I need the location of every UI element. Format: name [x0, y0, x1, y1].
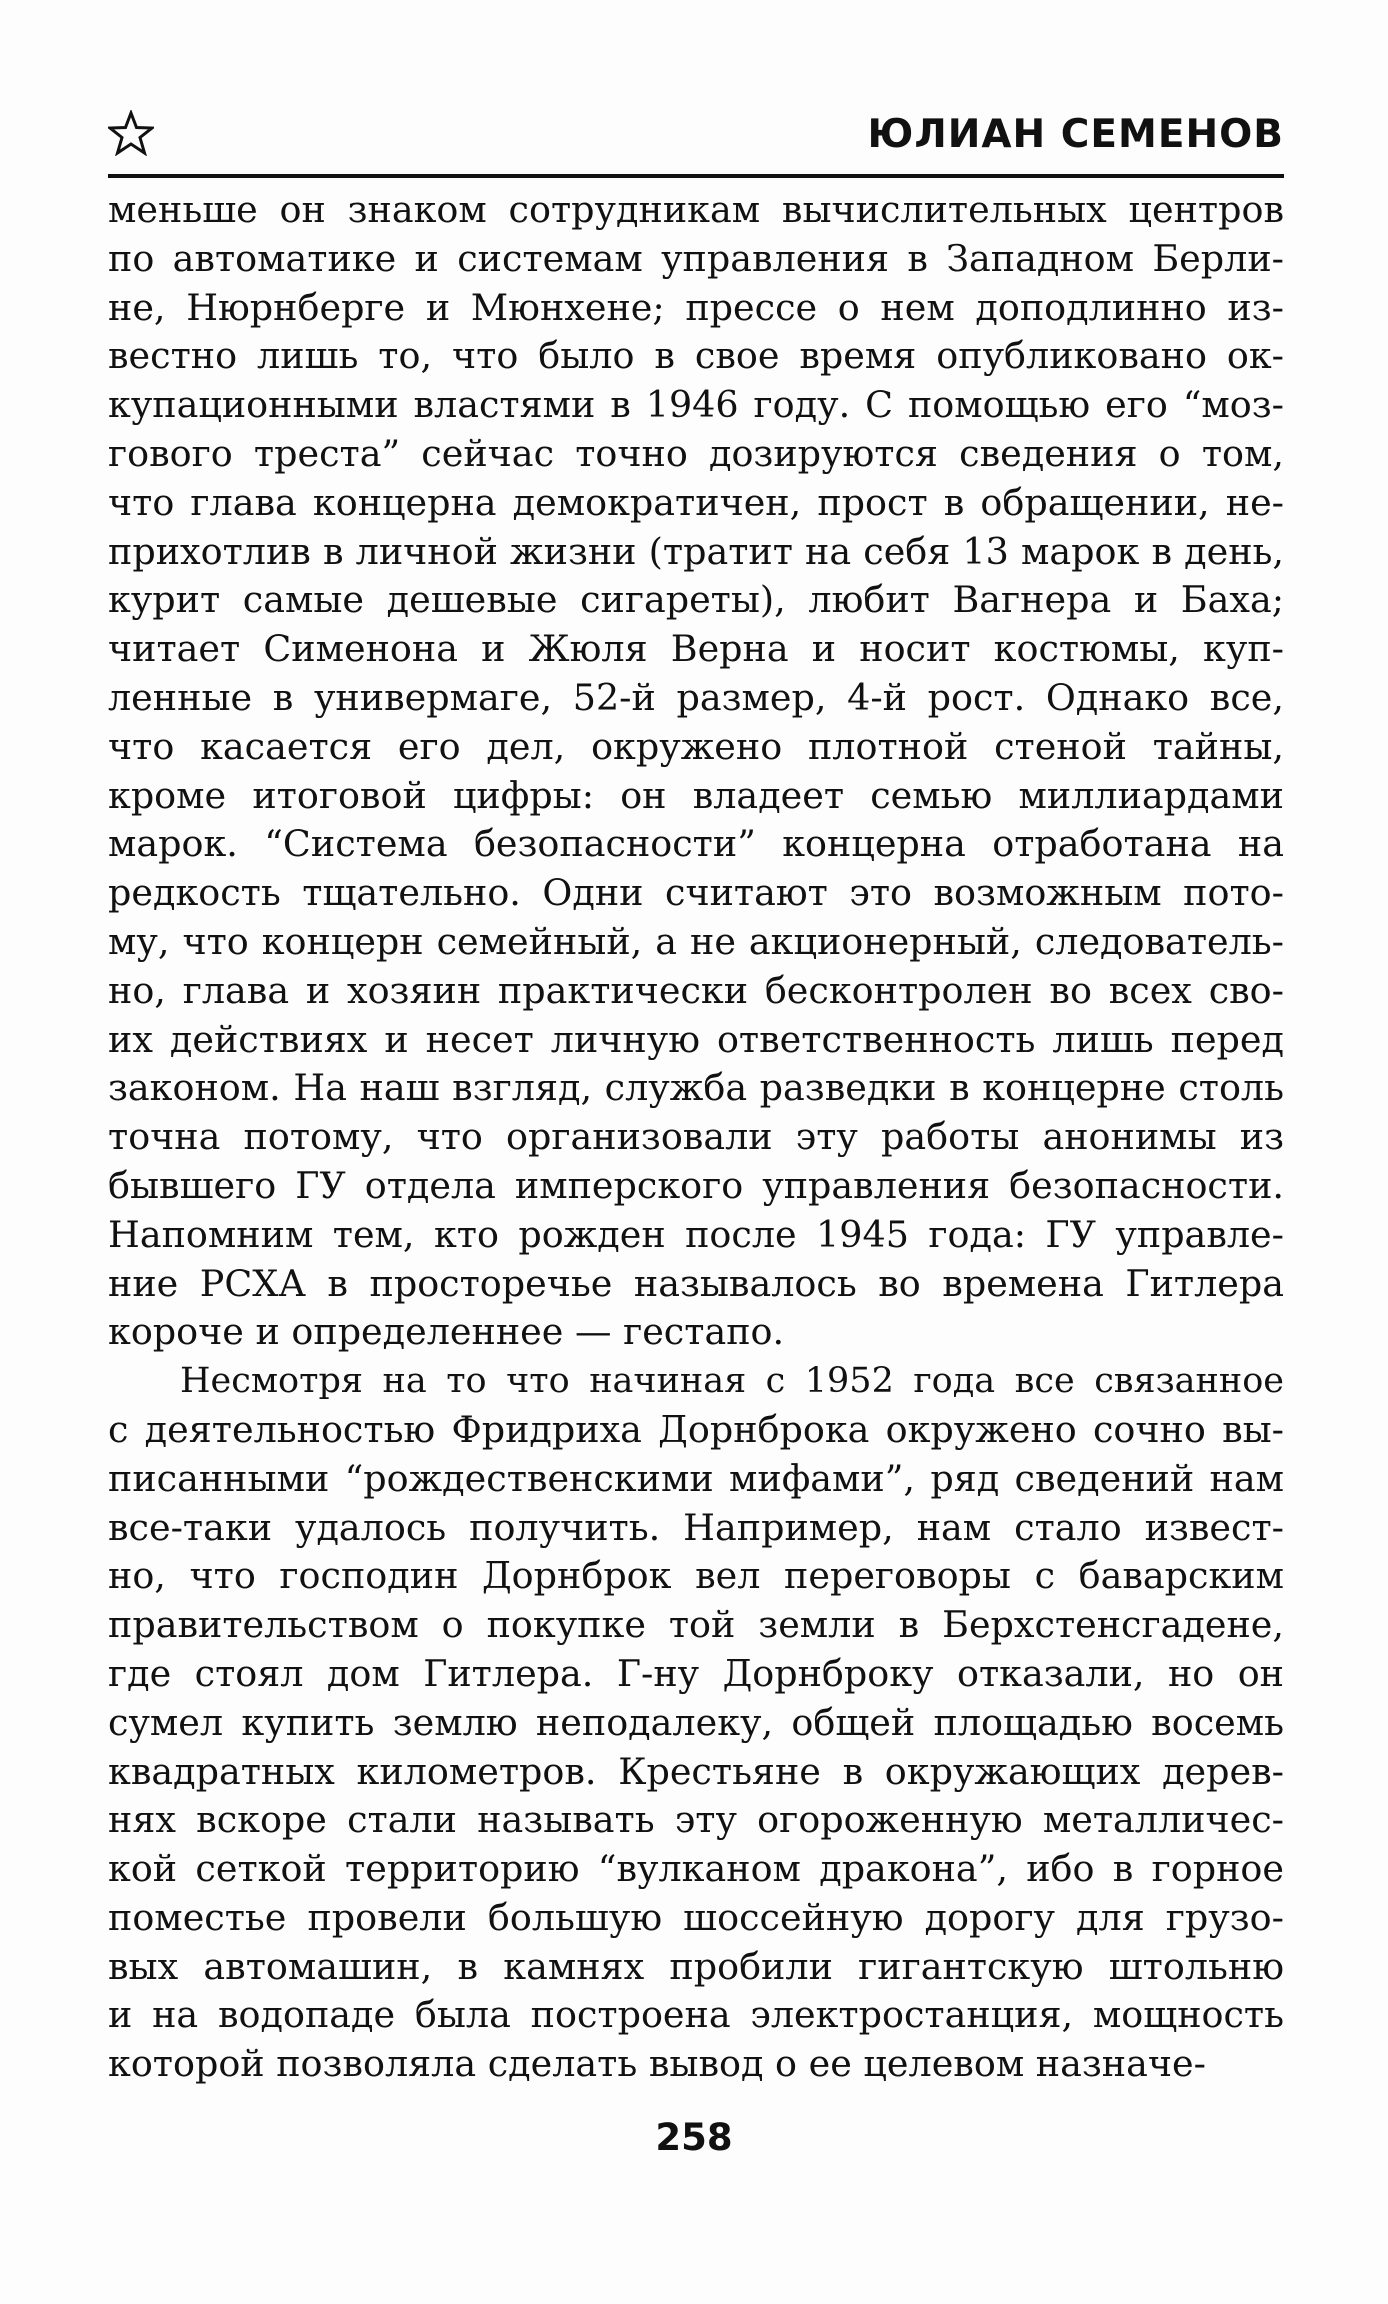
page-header [108, 110, 1284, 170]
text-line: гового треста” сейчас точно дозируются сведения о том, [108, 431, 1284, 475]
running-head: ЮЛИАН СЕМЕНОВ [867, 112, 1284, 157]
page-number: 258 [655, 2116, 733, 2159]
text-line: курит самые дешевые сигареты), любит Вагнера и Баха; [108, 578, 1284, 622]
text-line: поместье провели большую шоссейную дорогу для грузо- [108, 1895, 1284, 1939]
text-line: квадратных километров. Крестьяне в окружающих дерев- [108, 1749, 1284, 1793]
header-rule [108, 174, 1284, 178]
text-line: не, Нюрнберге и Мюнхене; прессе о нем доподлинно из- [108, 285, 1284, 329]
paragraph [108, 1357, 1284, 2089]
text-line: кой сеткой территорию “вулканом дракона”, ибо в горное [108, 1847, 1284, 1891]
text-line: и на водопаде была построена электростанция, мощность [108, 1993, 1284, 2037]
text-line: прихотлив в личной жизни (тратит на себя 13 марок в день, [108, 529, 1284, 573]
text-line: сумел купить землю неподалеку, общей площадью восемь [108, 1700, 1284, 1744]
text-line: марок. “Система безопасности” концерна отработана на [108, 822, 1284, 866]
paragraph [108, 186, 1284, 1357]
text-line: меньше он знаком сотрудникам вычислительных центров [108, 188, 1284, 231]
text-line: му, что концерн семейный, а не акционерный, следователь- [108, 919, 1284, 963]
text-line: бывшего ГУ отдела имперского управления безопасности. [108, 1163, 1284, 1207]
text-line: Несмотря на то что начиная с 1952 года все связанное [180, 1361, 1284, 1402]
text-line: что касается его дел, окружено плотной стеной тайны, [108, 724, 1284, 768]
text-line: все-таки удалось получить. Например, нам стало извест- [108, 1505, 1284, 1549]
text-line: ленные в универмаге, 52-й размер, 4-й рост. Однако все, [108, 675, 1284, 719]
text-line: но, что господин Дорнброк вел переговоры с баварским [108, 1554, 1284, 1598]
text-line: ние РСХА в просторечье называлось во времена Гитлера [108, 1261, 1284, 1305]
text-line: читает Сименона и Жюля Верна и носит костюмы, куп- [108, 627, 1284, 671]
text-line: купационными властями в 1946 году. С помощью его “моз- [108, 383, 1284, 427]
text-line: которой позволяла сделать вывод о ее целевом назначе- [108, 2042, 1206, 2086]
text-line: вестно лишь то, что было в свое время опубликовано ок- [108, 334, 1284, 378]
text-line: писанными “рождественскими мифами”, ряд сведений нам [108, 1456, 1284, 1500]
text-line: что глава концерна демократичен, прост в обращении, не- [108, 480, 1284, 524]
text-line: где стоял дом Гитлера. Г-ну Дорнброку отказали, но он [108, 1651, 1284, 1695]
text-line: кроме итоговой цифры: он владеет семью миллиардами [108, 773, 1284, 817]
star-outline-icon [108, 110, 154, 156]
text-line: с деятельностью Фридриха Дорнброка окружено сочно вы- [108, 1407, 1284, 1451]
text-line: точна потому, что организовали эту работы анонимы из [108, 1115, 1284, 1159]
text-line: их действиях и несет личную ответственность лишь перед [108, 1017, 1284, 1061]
text-line: но, глава и хозяин практически бесконтролен во всех сво- [108, 968, 1284, 1012]
text-line: по автоматике и системам управления в Западном Берли- [108, 236, 1284, 280]
text-line: вых автомашин, в камнях пробили гигантскую штольню [108, 1944, 1284, 1988]
text-line: редкость тщательно. Одни считают это возможным пото- [108, 871, 1284, 915]
text-line: правительством о покупке той земли в Берхстенсгадене, [108, 1603, 1284, 1647]
body-text [108, 186, 1284, 2089]
text-line: короче и определеннее — гестапо. [108, 1310, 785, 1354]
text-line: законом. На наш взгляд, служба разведки в концерне столь [108, 1066, 1284, 1110]
text-line: нях вскоре стали называть эту огороженную металличес- [108, 1798, 1284, 1842]
text-line: Напомним тем, кто рожден после 1945 года: ГУ управле- [108, 1212, 1284, 1256]
